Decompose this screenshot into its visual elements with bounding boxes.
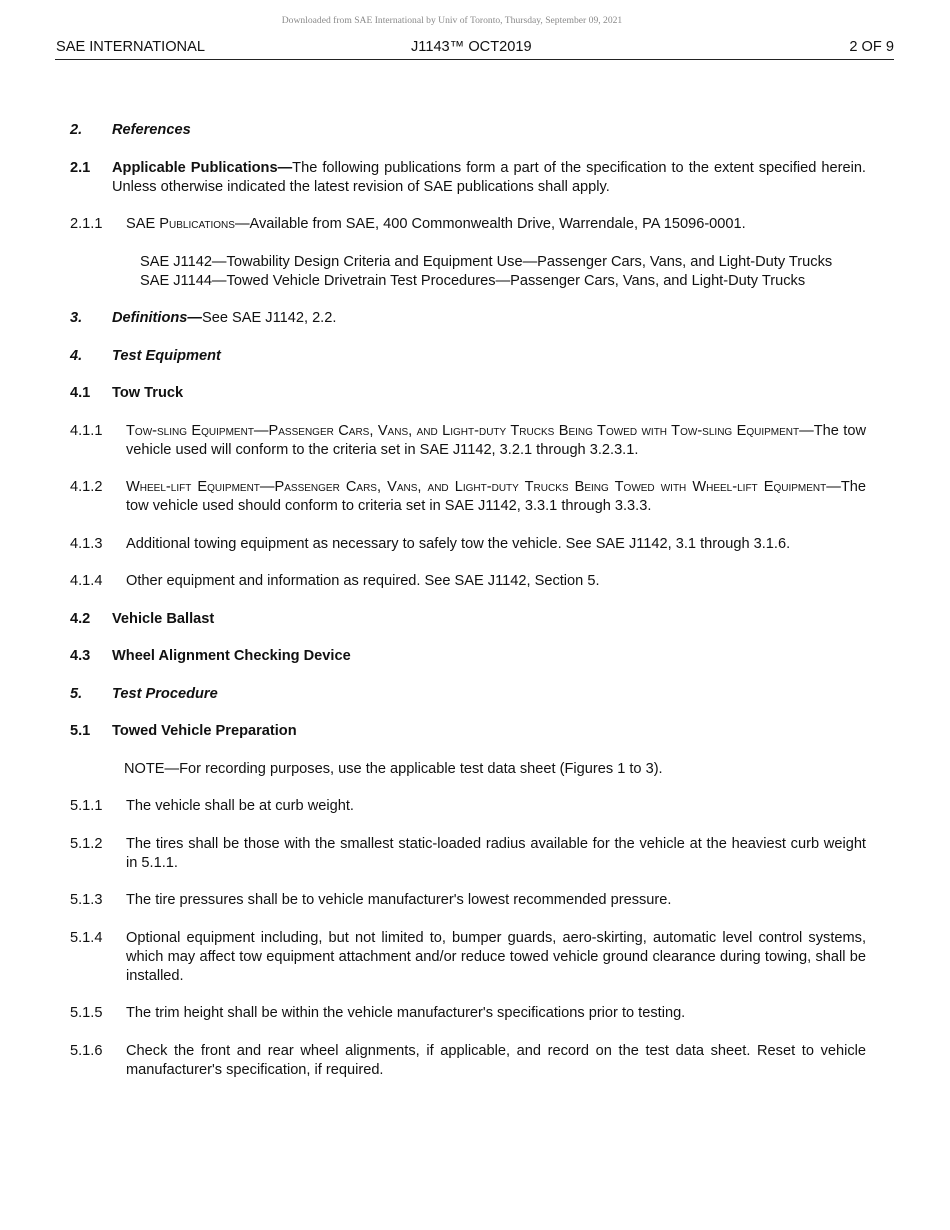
section-2-1-1	[70, 215, 866, 234]
section-text: The vehicle shall be at curb weight.	[126, 798, 354, 814]
section-text: —Available from SAE, 400 Commonwealth Drive, Warrendale, PA 15096-0001.	[234, 216, 746, 232]
section-text: Additional towing equipment as necessary to safely tow the vehicle. See SAE J1142, 3.1 through 3.1.6.	[126, 535, 791, 552]
section-text: —The tow vehicle used should conform to criteria set in SAE J1142, 3.3.1 through 3.3.3.	[126, 479, 866, 514]
section-body	[112, 309, 866, 328]
section-text: See SAE J1142, 2.2.	[202, 310, 337, 326]
section-number: 5.1.6	[70, 1042, 103, 1059]
section-4-3	[70, 647, 866, 666]
section-number: 4.2	[70, 610, 91, 627]
section-number: 5.1.2	[70, 835, 103, 852]
section-text: Optional equipment including, but not limited to, bumper guards, aero-skirting, automatic level control systems, which may affect tow equipment attachment and/or reduce towed vehicle ground clearance during towing, shall be installed.	[126, 929, 866, 984]
section-title: SAE Publications	[126, 216, 235, 232]
section-number: 4.1.2	[70, 479, 103, 495]
section-text: The tires shall be those with the smallest static-loaded radius available for the vehicle at the heaviest curb weight in 5.1.1.	[126, 835, 866, 871]
section-number: 4.1.3	[70, 535, 103, 552]
section-4-1-1	[70, 422, 866, 460]
section-4-1	[70, 384, 866, 403]
section-2	[70, 121, 866, 140]
download-notice: Downloaded from SAE International by Univ of Toronto, Thursday, September 09, 2021	[281, 15, 623, 26]
section-body	[126, 215, 866, 234]
section-5-1-4	[70, 929, 866, 986]
section-number: 5.	[70, 685, 83, 702]
reference-item: SAE J1142—Towability Design Criteria and Equipment Use—Passenger Cars, Vans, and Light-Duty Trucks	[140, 253, 833, 270]
section-text: The trim height shall be within the vehicle manufacturer's specifications prior to testing.	[126, 1005, 686, 1021]
section-number: 2.1	[70, 159, 91, 176]
section-number: 5.1.4	[70, 929, 103, 946]
section-text: Check the front and rear wheel alignments, if applicable, and record on the test data sheet. Reset to vehicle manufacturer's specification, if required.	[126, 1042, 866, 1078]
header-page-number: 2 OF 9	[849, 39, 894, 55]
section-5-1-6	[70, 1042, 866, 1080]
section-5	[70, 685, 866, 704]
reference-item: SAE J1144—Towed Vehicle Drivetrain Test Procedures—Passenger Cars, Vans, and Light-Duty Trucks	[140, 272, 806, 289]
section-4-1-2	[70, 478, 866, 516]
section-text: —The tow vehicle used will conform to the criteria set in SAE J1142, 3.2.1 through 3.2.3.1.	[126, 422, 866, 458]
section-title: Tow-sling Equipment—Passenger Cars, Vans, and Light-duty Trucks Being Towed with Tow-sling Equipment	[126, 422, 800, 439]
section-4-1-3	[70, 535, 866, 554]
section-4	[70, 347, 866, 366]
section-number: 2.1.1	[70, 216, 103, 232]
header-doc-id: J1143™ OCT2019	[411, 39, 532, 55]
header-org: SAE INTERNATIONAL	[56, 39, 205, 55]
section-title: Towed Vehicle Preparation	[112, 723, 297, 739]
section-title: Wheel Alignment Checking Device	[112, 648, 351, 664]
page-header	[55, 39, 894, 60]
section-number: 4.	[70, 347, 83, 364]
section-body	[126, 422, 866, 460]
section-4-1-4	[70, 572, 866, 591]
section-body	[112, 159, 866, 197]
document-body	[70, 121, 866, 1098]
section-number: 5.1.1	[70, 798, 103, 814]
note: NOTE—For recording purposes, use the applicable test data sheet (Figures 1 to 3).	[124, 760, 663, 777]
section-text: The tire pressures shall be to vehicle manufacturer's lowest recommended pressure.	[126, 892, 672, 908]
section-body	[126, 478, 866, 516]
section-text: The following publications form a part of the specification to the extent specified herein. Unless otherwise indicated the latest revision of SAE publications shall apply.	[112, 159, 866, 195]
section-3	[70, 309, 866, 328]
section-number: 4.3	[70, 648, 91, 664]
section-number: 5.1	[70, 723, 91, 739]
section-title: Test Equipment	[112, 347, 221, 364]
section-number: 4.1	[70, 385, 91, 401]
section-5-1-1	[70, 797, 866, 816]
section-title: Test Procedure	[112, 685, 218, 702]
section-title: Wheel-lift Equipment—Passenger Cars, Vans, and Light-duty Trucks Being Towed with Wheel-lift Equipment	[126, 479, 827, 495]
section-5-1-5	[70, 1004, 866, 1023]
section-2-1	[70, 159, 866, 197]
section-title: Vehicle Ballast	[112, 610, 215, 627]
section-4-2	[70, 610, 866, 629]
section-number: 4.1.1	[70, 422, 103, 439]
section-title: Applicable Publications—	[112, 159, 293, 176]
section-title: Definitions—	[112, 310, 202, 326]
section-5-1	[70, 722, 866, 741]
section-number: 5.1.5	[70, 1005, 103, 1021]
section-title: Tow Truck	[112, 385, 184, 401]
section-number: 4.1.4	[70, 573, 103, 589]
section-5-1-2	[70, 835, 866, 873]
section-number: 5.1.3	[70, 892, 103, 908]
reference-list	[140, 253, 866, 291]
section-number: 3.	[70, 310, 83, 326]
section-number: 2.	[70, 122, 83, 138]
section-5-1-3	[70, 891, 866, 910]
section-title: References	[112, 122, 191, 138]
section-text: Other equipment and information as required. See SAE J1142, Section 5.	[126, 573, 600, 589]
